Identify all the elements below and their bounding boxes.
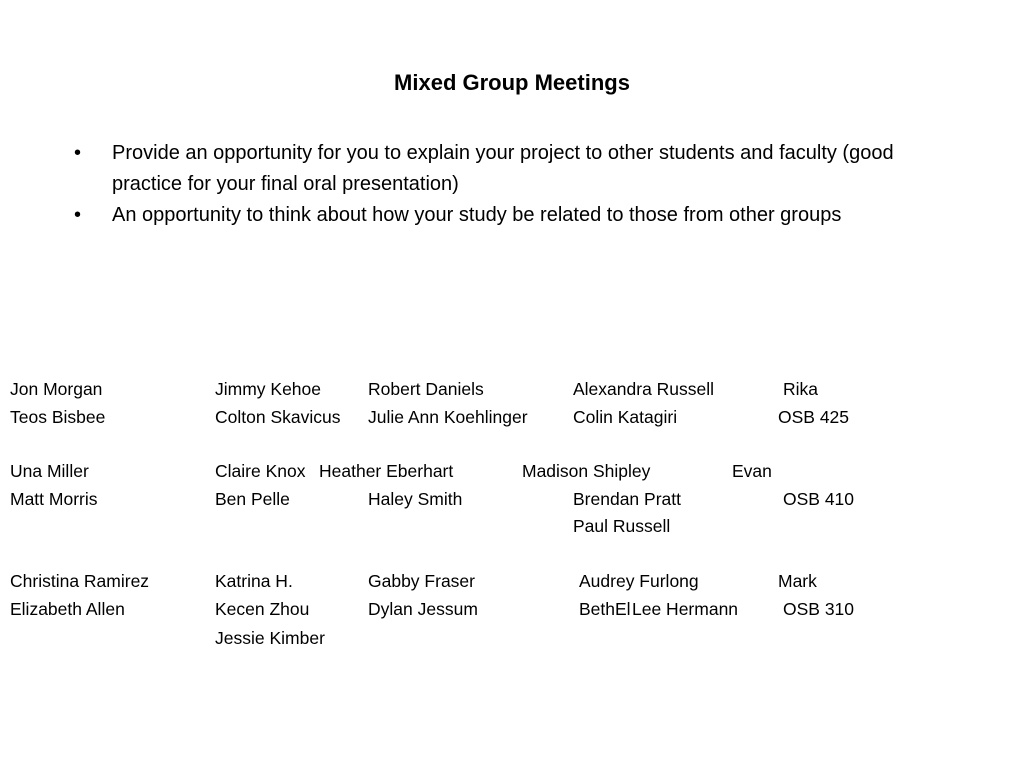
group3-name: Dylan Jessum [368, 599, 478, 619]
group2-name: Heather Eberhart [319, 461, 454, 481]
group1-name: Colin Katagiri [573, 407, 678, 427]
group1-name: Colton Skavicus [215, 407, 341, 427]
group3-name: Audrey Furlong [579, 571, 699, 591]
group3-name: Jessie Kimber [215, 628, 325, 648]
group3-room: OSB 310 [783, 599, 855, 619]
group3-name: Lee Hermann [632, 599, 739, 619]
group3-name: Elizabeth Allen [10, 599, 125, 619]
group1-name: Jon Morgan [10, 379, 103, 399]
group1-faculty: Rika [783, 379, 819, 399]
group2-name: Matt Morris [10, 489, 98, 509]
bullet-item [70, 138, 930, 200]
group3-name: Christina Ramirez [10, 571, 150, 591]
bullet-list [70, 138, 930, 231]
group2-name: Paul Russell [573, 516, 671, 536]
group1-name: Alexandra Russell [573, 379, 715, 399]
group1-name: Teos Bisbee [10, 407, 106, 427]
group1-name: Jimmy Kehoe [215, 379, 322, 399]
group3-name: Katrina H. [215, 571, 293, 591]
group2-name: Claire Knox [215, 461, 306, 481]
group3-name: BethEl [579, 599, 631, 619]
group3-name: Gabby Fraser [368, 571, 475, 591]
group2-faculty: Evan [732, 461, 772, 481]
bullet-dot-icon: • [74, 204, 82, 226]
bullet-dot-icon: • [74, 142, 82, 164]
group1-name: Julie Ann Koehlinger [368, 407, 528, 427]
group1-name: Robert Daniels [368, 379, 484, 399]
group1-room: OSB 425 [778, 407, 850, 427]
group2-name: Madison Shipley [522, 461, 651, 481]
bullet-text: Provide an opportunity for you to explain your project to other students and faculty (good practice for your final oral presentation) [112, 142, 894, 195]
bullet-item [70, 200, 930, 231]
group3-name: Kecen Zhou [215, 599, 310, 619]
group3-faculty: Mark [778, 571, 817, 591]
group2-room: OSB 410 [783, 489, 855, 509]
group2-name: Una Miller [10, 461, 89, 481]
group2-name: Haley Smith [368, 489, 463, 509]
slide-title: Mixed Group Meetings [394, 70, 630, 95]
bullet-text: An opportunity to think about how your study be related to those from other groups [112, 204, 842, 226]
group2-name: Brendan Pratt [573, 489, 681, 509]
group2-name: Ben Pelle [215, 489, 290, 509]
